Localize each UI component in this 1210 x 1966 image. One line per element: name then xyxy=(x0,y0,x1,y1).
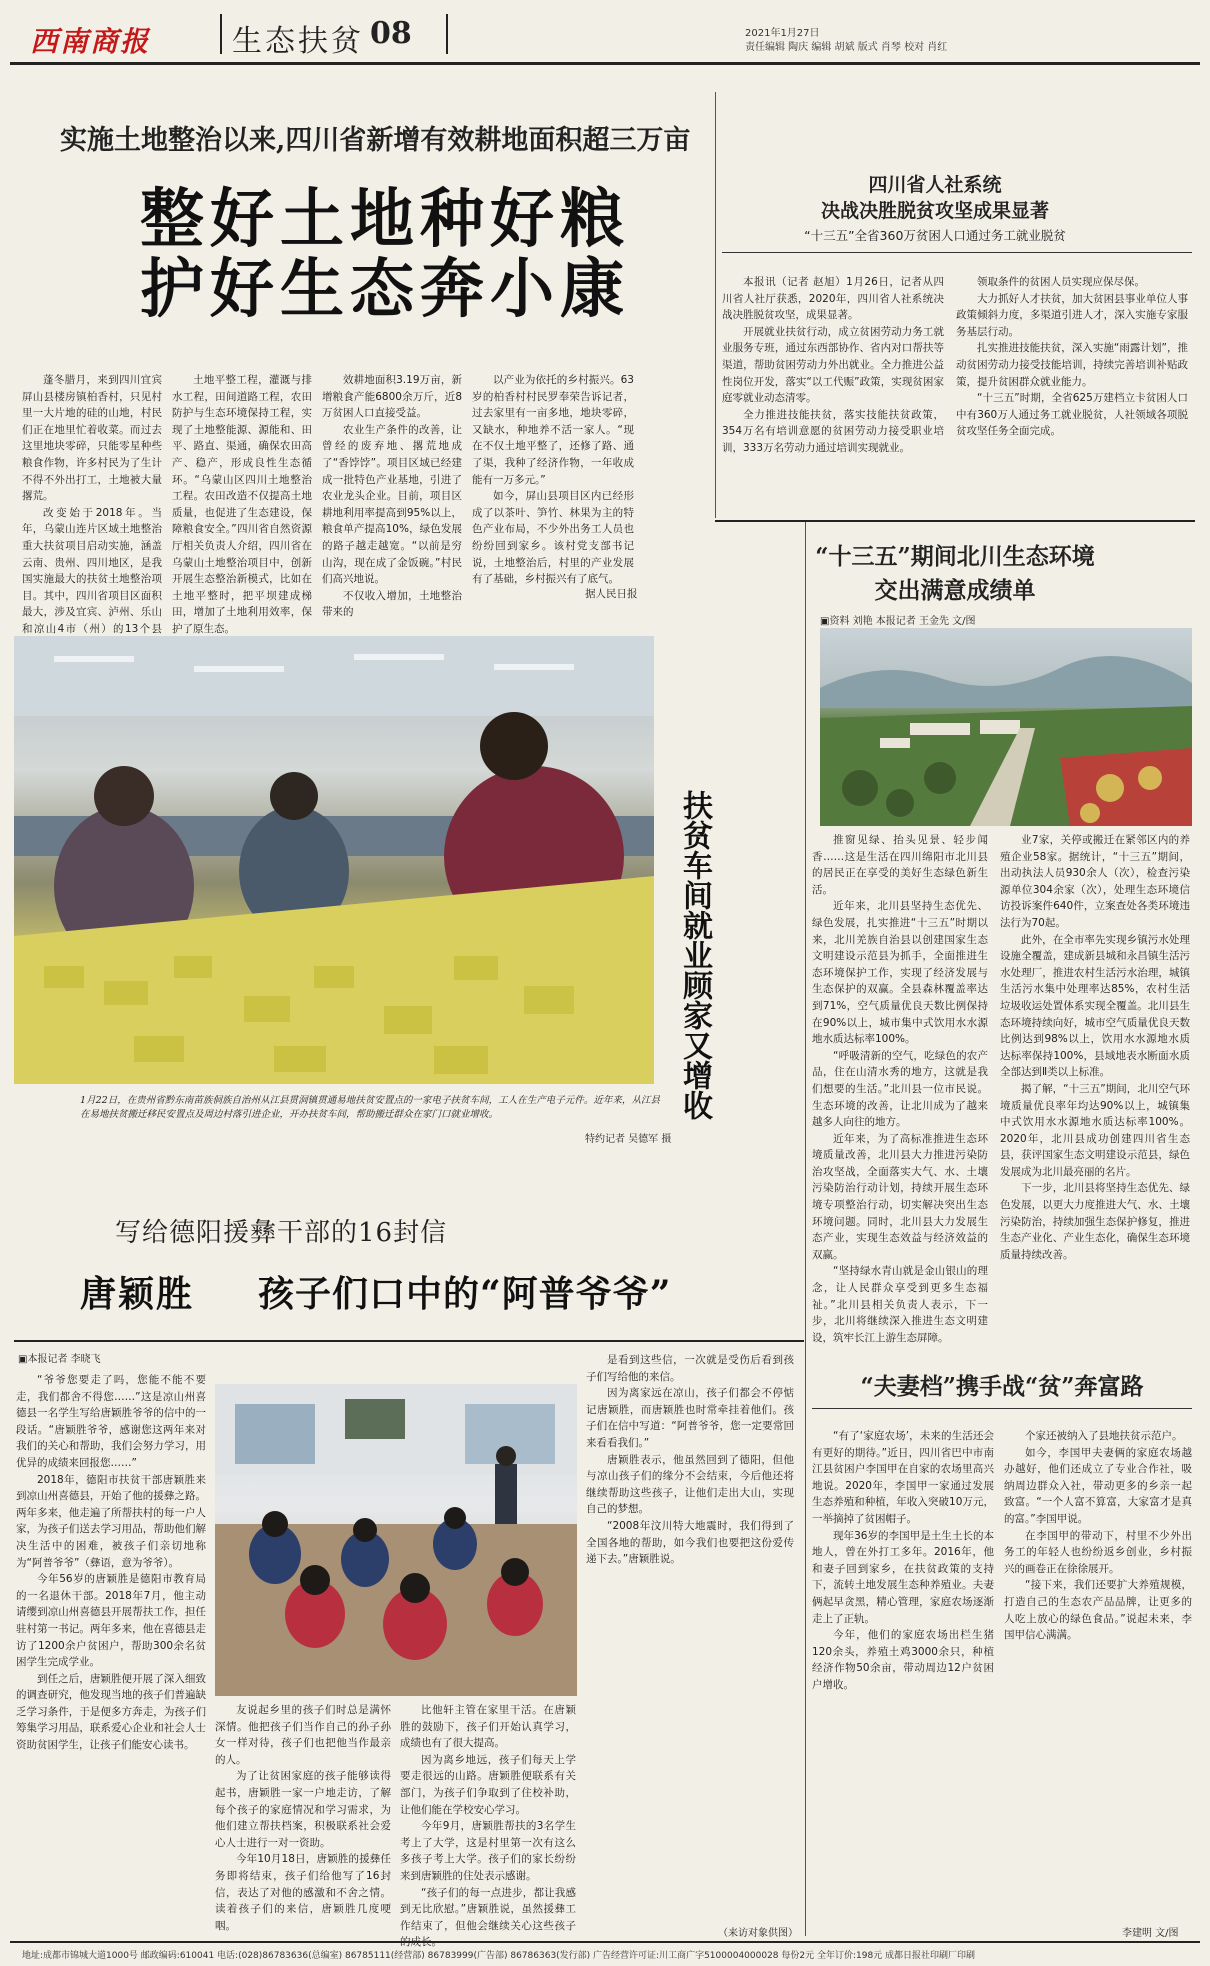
lead-column-2: 土地平整工程，灌溉与排水工程，田间道路工程，农田防护与生态环境保持工程，实现了土地整能源、源能和、田平、路直、渠通，确保农田高产、稳产，形成良性生态循环。“乌蒙山区四川土地整治工程。农田改造不仅提高土地质量，也促进了生态建设，保障粮食安全。”四川省自然资源厅相关负责人介绍，四川省在乌蒙山土地整治项目中，创新开展生态整治新模式，比如在土地平整时，把平坝建成梯田，增加了土地利用效率，保护了原生态。 xyxy=(172,374,312,635)
section-title: 生态扶贫 xyxy=(232,24,364,59)
hrss-title: 四川省人社系统 xyxy=(868,174,1002,196)
letter-source: （来访对象供图） xyxy=(718,1928,798,1939)
editor-credits: 责任编辑 陶庆 编辑 胡斌 版式 肖琴 校对 肖红 xyxy=(745,42,948,53)
factory-photo xyxy=(14,636,654,1084)
lead-column-1: 蓬冬腊月，来到四川宜宾屏山县楼房镇柏香村，只见村里一大片地的硅的山地，村民们正在地里忙着收菜。而过去这里地块零碎，只能零星种些粮食作物，许多村民为了生计不得不外出打工，土地被大量撂荒。 改变始于2018年。当年，乌蒙山连片区域土地整治重大扶贫项目启动实施，涵盖云南、贵州、四川地区，是我国实施最大的扶贫土地整治项目。其中，四川省项目区面积最大，涉及宜宾、泸州、乐山和凉山4市（州）的13个县 xyxy=(22,374,162,635)
issue-date: 2021年1月27日 xyxy=(745,28,820,39)
letter-kicker: 写给德阳援彝干部的16封信 xyxy=(115,1218,448,1248)
hrss-subtitle: “十三五”全省360万贫困人口通过务工就业脱贫 xyxy=(804,228,1066,243)
footer-info: 地址:成都市锦城大道1000号 邮政编码:610041 电话:(028)86783636(总编室) 86785111(经营部) 86783999(广告部) 86786363(发行部) 广告经营许可证:川工商广字5100004000028 每份2元 全年订价:198元 成都日报社印刷厂印刷 xyxy=(22,1951,976,1961)
lead-source: 据人民日报 xyxy=(585,588,638,600)
letter-headline: 孩子们口中的“阿普爷爷” xyxy=(258,1273,672,1315)
hrss-column-a: 本报讯（记者 赵旭）1月26日，记者从四川省人社厅获悉，2020年，四川省人社系统决战决胜脱贫攻坚，成果显著。 开展就业扶贫行动，成立贫困劳动力务工就业服务专班，通过东西部协作、省内对口帮扶等渠道，帮助贫困劳动力外出就业。全力推进公益性岗位开发，落实“以工代赈”政策，实现贫困家庭零就业动态清零。 全力推进技能扶贫，落实技能扶贫政策，354万名有培训意愿的贫困劳动力接受职业培训，333万名劳动力通过培训实现就业。 xyxy=(722,276,944,454)
couple-credit: 李建明 文/图 xyxy=(1122,1928,1179,1939)
beichuan-column-a: 推窗见绿、抬头见景、轻步闻香……这是生活在四川绵阳市北川县的居民正在享受的美好生态绿色新生活。 近年来，北川县坚持生态优先、绿色发展，扎实推进“十三五”时期以来，北川羌族自治县以创建国家生态文明建设示范县为抓手，全面推进生态环境保护工作，实现了经济发展与生态保护的双赢。全县森林覆盖率达到71%，空气质量优良天数比例保持在90%以上，城市集中式饮用水水源地水质达标率100%。 “呼吸清新的空气，吃绿色的农产品，住在山清水秀的地方，这就是我们想要的生活。”北川县一位市民说。生态环境的改善，让北川成为了越来越多人向往的地方。 近年来，为了高标准推进生态环境质量改善，北川县大力推进污染防治攻坚战，全面落实大气、水、土壤污染防治行动计划，持续开展生态环境专项整治行动，切实解决突出生态环境问题。同时，北川县大力发展生态产业，实现生态效益与经济效益的双赢。 “坚持绿水青山就是金山银山的理念，让人民群众享受到更多生态福祉。”北川县相关负责人表示，下一步，北川将继续深入推进生态文明建设，筑牢长江上游生态屏障。 xyxy=(812,834,988,1344)
hrss-column-b: 领取条件的贫困人员实现应保尽保。 大力抓好人才扶贫，加大贫困县事业单位人事政策倾斜力度，多渠道引进人才，深入实施专家服务基层行动。 扎实推进技能扶贫，深入实施“雨露计划”，推动贫困劳动力接受技能培训，持续完善培训补贴政策，提升贫困群众就业能力。 “十三五”时期，全省625万建档立卡贫困人口中有360万人通过务工就业脱贫，人社领域各项脱贫攻坚任务全面完成。 xyxy=(956,276,1188,438)
letter-headline-name: 唐颖胜 xyxy=(80,1273,195,1315)
beichuan-byline: ▣资料 刘艳 本报记者 王金先 文/图 xyxy=(820,616,976,627)
letter-column-4: 是看到这些信，一次就是受伤后看到孩子们写给他的来信。 因为离家远在凉山，孩子们都会不停惦记唐颖胜，而唐颖胜也时常牵挂着他们。孩子们在信中写道：“阿普爷爷，您一定要常回来看看我们。” 唐颖胜表示，他虽然回到了德阳，但他与凉山孩子们的缘分不会结束，今后他还将继续帮助这些孩子，让他们走出大山，实现自己的梦想。 “2008年汶川特大地震时，我们得到了全国各地的帮助，如今我们也要把这份爱传递下去。”唐颖胜说。 xyxy=(586,1354,794,1566)
lead-headline-line1: 整好土地种好粮 xyxy=(140,182,630,257)
beichuan-title-2: 交出满意成绩单 xyxy=(874,577,1036,604)
letter-column-2: 友说起乡里的孩子们时总是满怀深情。他把孩子们当作自己的孙子孙女一样对待，孩子们也把他当作最亲的人。 为了让贫困家庭的孩子能够读得起书，唐颖胜一家一户地走访，了解每个孩子的家庭情况和学习需求，为他们建立帮扶档案，积极联系社会爱心人士进行一对一资助。 今年10月18日，唐颖胜的援彝任务即将结束，孩子们给他写了16封信，表达了对他的感激和不舍之情。读着孩子们的来信，唐颖胜几度哽咽。 xyxy=(215,1704,391,1932)
couple-column-b: 个家还被纳入了县地扶贫示范户。 如今，李国甲夫妻俩的家庭农场越办越好，他们还成立了专业合作社，吸纳周边群众入社，带动更多的乡亲一起致富。“一个人富不算富，大家富才是真的富。”李国甲说。 在李国甲的带动下，村里不少外出务工的年轻人也纷纷返乡创业，乡村振兴的画卷正在徐徐展开。 “接下来，我们还要扩大养殖规模，打造自己的生态农产品品牌，让更多的人吃上放心的绿色食品。”说起未来，李国甲信心满满。 xyxy=(1004,1430,1192,1642)
lead-column-4: 以产业为依托的乡村振兴。63岁的柏香村村民罗奉荣告诉记者，过去家里有一亩多地，地块零碎，又缺水，种地养不活一家人。“现在不仅土地平整了，还修了路、通了渠，我种了经济作物，一年收成能有一万多元。” 如今，屏山县项目区内已经形成了以茶叶、笋竹、林果为主的特色产业布局，不少外出务工人员也纷纷回到家乡。该村党支部书记说，土地整治后，村里的产业发展有了基础，乡村振兴有了底气。 xyxy=(472,374,634,586)
hrss-title-2: 决战决胜脱贫攻坚成果显著 xyxy=(820,200,1049,222)
photo-caption: 1月22日，在贵州省黔东南苗族侗族自治州从江县贯洞镇贯通易地扶贫安置点的一家电子扶贫车间，工人在生产电子元件。近年来，从江县在易地扶贫搬迁移民安置点及周边村落引进企业，开办扶贫车间，帮助搬迁群众在家门口就业增收。 xyxy=(80,1095,660,1120)
lead-column-3: 效耕地面积3.19万亩，新增粮食产能6800余万斤，近8万贫困人口直接受益。 农业生产条件的改善，让曾经的废弃地、撂荒地成了“香饽饽”。项目区域已经建成一批特色产业基地，引进了农业龙头企业。目前，项目区耕地利用率提高到95%以上，粮食单产提高10%，绿色发展的路子越走越宽。“以前是穷山沟，现在成了金饭碗。”村民们高兴地说。 不仅收入增加，土地整治带来的 xyxy=(322,374,462,619)
letter-column-1: “爷爷您要走了吗，您能不能不要走，我们都舍不得您……”这是凉山州喜德县一名学生写给唐颖胜爷爷的信中的一段话。“唐颖胜爷爷，感谢您这两年来对我们的关心和帮助，我们会努力学习，用优异的成绩来回报您……” 2018年，德阳市扶贫干部唐颖胜来到凉山州喜德县，开始了他的援彝之路。两年多来，他走遍了所帮扶村的每一户人家，为孩子们送去学习用品，帮助他们解决生活中的困难，被孩子们亲切地称为“阿普爷爷”（彝语，意为爷爷）。 今年56岁的唐颖胜是德阳市教育局的一名退休干部。2018年7月，他主动请缨到凉山州喜德县开展帮扶工作，担任驻村第一书记。两年多来，他在喜德县走访了1200余户贫困户，帮助300余名贫困学生完成学业。 到任之后，唐颖胜便开展了深入细致的调查研究，他发现当地的孩子们普遍缺乏学习条件，于是便多方奔走，为孩子们筹集学习用品，联系爱心企业和社会人士资助贫困学生，让孩子们能安心读书。 xyxy=(16,1374,206,1752)
newspaper-logo: 西南商报 xyxy=(30,25,151,58)
masthead xyxy=(0,0,1210,68)
couple-title: “夫妻档”携手战“贫”奔富路 xyxy=(860,1373,1144,1400)
lead-kicker: 实施土地整治以来,四川省新增有效耕地面积超三万亩 xyxy=(60,125,691,156)
lead-headline-line2: 护好生态奔小康 xyxy=(140,252,630,327)
page-number: 08 xyxy=(370,16,412,51)
photo-vertical-headline: 扶贫车间就业顾家又增收 xyxy=(677,790,712,1120)
photo-credit: 特约记者 吴德军 摄 xyxy=(585,1134,672,1145)
letter-column-3: 比他轩主管在家里干活。在唐颖胜的鼓励下，孩子们开始认真学习，成绩也有了很大提高。 因为离乡地远，孩子们每天上学要走很远的山路。唐颖胜便联系有关部门，为孩子们争取到了住校补助，让他们能在学校安心学习。 今年9月，唐颖胜帮扶的3名学生考上了大学，这是村里第一次有这么多孩子考上大学。孩子们的家长纷纷来到唐颖胜的住处表示感谢。 “孩子们的每一点进步，都让我感到无比欣慰。”唐颖胜说，虽然援彝工作结束了，但他会继续关心这些孩子 xyxy=(400,1704,576,1932)
couple-column-a: “有了‘家庭农场’，未来的生活还会有更好的期待。”近日，四川省巴中市南江县贫困户李国甲在自家的农场里高兴地说。2020年，李国甲一家通过发展生态养殖和种植，年收入突破10万元，一举摘掉了贫困帽子。 现年36岁的李国甲是土生土长的本地人，曾在外打工多年。2016年，他和妻子回到家乡，在扶贫政策的支持下，流转土地发展生态种养殖业。夫妻俩起早贪黑，精心管理，家庭农场逐渐走上了正轨。 今年，他们的家庭农场出栏生猪120余头，养殖土鸡3000余只，种植经济作物50余亩，带动周边12户贫困户增收。 xyxy=(812,1430,994,1691)
beichuan-aerial-photo xyxy=(820,628,1192,826)
beichuan-title: “十三五”期间北川生态环境 xyxy=(815,543,1095,570)
beichuan-column-b: 业7家，关停或搬迁在紧邻区内的养殖企业58家。据统计，“十三五”期间，出动执法人员930余人（次），检查污染源单位304余家（次），处理生态环境信访投诉案件640件，立案查处各类环境违法行为70起。 此外，在全市率先实现乡镇污水处理设施全覆盖，建成新县城和永昌镇生活污水处理厂，推进农村生活污水治理，城镇生活污水集中处理率达85%，农村生活垃圾收运处置体系实现全覆盖。北川县生态环境持续向好，城市空气质量优良天数比例达到98%以上，饮用水水源地水质达标率保持100%，县域地表水断面水质全部达到Ⅱ类以上标准。 揭了解，“十三五”期间，北川空气环境质量优良率年均达90%以上，城镇集中式饮用水水源地水质达标率100%。2020年，北川县成功创建四川省生态县，获评国家生态文明建设示范县，绿色发展成为北川最亮丽的名片。 下一步，北川县将坚持生态优先、绿色发展，以更大力度推进大气、水、土壤污染防治，持续加强生态保护修复，推进生态产业化、产业生态化，确保生态环境质量持续改善。 xyxy=(1000,834,1190,1261)
classroom-photo xyxy=(215,1384,577,1696)
letter-byline: ▣本报记者 李晓飞 xyxy=(18,1354,101,1365)
